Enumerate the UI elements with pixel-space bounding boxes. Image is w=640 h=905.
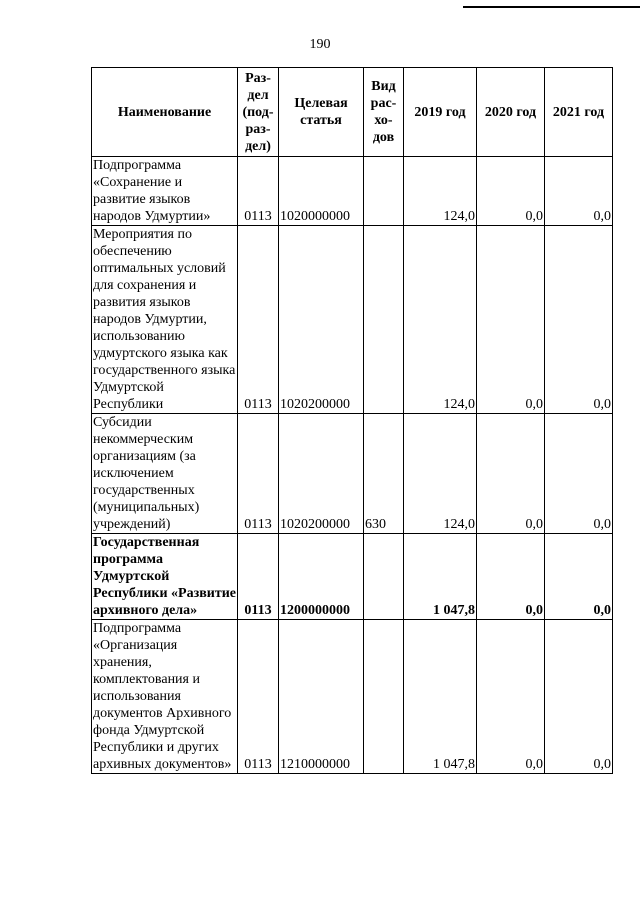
row-target: 1020200000	[279, 414, 364, 534]
row-expense-type	[364, 534, 404, 620]
table-row	[92, 157, 613, 226]
row-section: 0113	[238, 226, 279, 414]
top-rule	[463, 6, 640, 8]
row-section: 0113	[238, 414, 279, 534]
page-number: 190	[309, 37, 331, 52]
row-section: 0113	[238, 534, 279, 620]
row-2019: 124,0	[404, 157, 477, 226]
row-2020: 0,0	[477, 414, 545, 534]
row-name: Субсидии некоммерческим организациям (за исключением государственных (муниципальных) учреждений)	[92, 414, 238, 534]
row-2021: 0,0	[545, 414, 613, 534]
row-2021: 0,0	[545, 534, 613, 620]
header-name: Наименование	[92, 68, 238, 157]
table-row	[92, 414, 613, 534]
header-section: Раз- дел (под- раз- дел)	[238, 68, 279, 157]
row-2021: 0,0	[545, 620, 613, 774]
row-expense-type	[364, 226, 404, 414]
row-2021: 0,0	[545, 226, 613, 414]
budget-table	[91, 67, 613, 774]
row-target: 1020200000	[279, 226, 364, 414]
row-2020: 0,0	[477, 534, 545, 620]
row-name: Мероприятия по обеспечению оптимальных условий для сохранения и развития языков народов Удмуртии, использованию удмуртского языка как государственного языка Удмуртской Республики	[92, 226, 238, 414]
header-row	[92, 68, 613, 157]
row-2019: 1 047,8	[404, 620, 477, 774]
row-target: 1200000000	[279, 534, 364, 620]
table-row	[92, 534, 613, 620]
table-row	[92, 226, 613, 414]
row-name: Государственная программа Удмуртской Республики «Развитие архивного дела»	[93, 535, 237, 618]
row-expense-type: 630	[364, 414, 404, 534]
row-target: 1020000000	[279, 157, 364, 226]
header-2021: 2021 год	[545, 68, 613, 157]
header-target: Целевая статья	[279, 68, 364, 157]
row-name: Подпрограмма «Организация хранения, комплектования и использования документов Архивного фонда Удмуртской Республики и других архивных документов»	[92, 620, 238, 774]
row-2019: 124,0	[404, 226, 477, 414]
row-expense-type	[364, 620, 404, 774]
row-target: 1210000000	[279, 620, 364, 774]
row-2019: 124,0	[404, 414, 477, 534]
table-row	[92, 620, 613, 774]
header-2019: 2019 год	[404, 68, 477, 157]
row-2020: 0,0	[477, 226, 545, 414]
row-2021: 0,0	[545, 157, 613, 226]
header-expense-type: Вид рас- хо- дов	[364, 68, 404, 157]
row-2019: 1 047,8	[404, 534, 477, 620]
row-section: 0113	[238, 157, 279, 226]
header-2020: 2020 год	[477, 68, 545, 157]
row-expense-type	[364, 157, 404, 226]
row-2020: 0,0	[477, 157, 545, 226]
row-2020: 0,0	[477, 620, 545, 774]
row-name: Подпрограмма «Сохранение и развитие языков народов Удмуртии»	[92, 157, 238, 226]
row-section: 0113	[238, 620, 279, 774]
